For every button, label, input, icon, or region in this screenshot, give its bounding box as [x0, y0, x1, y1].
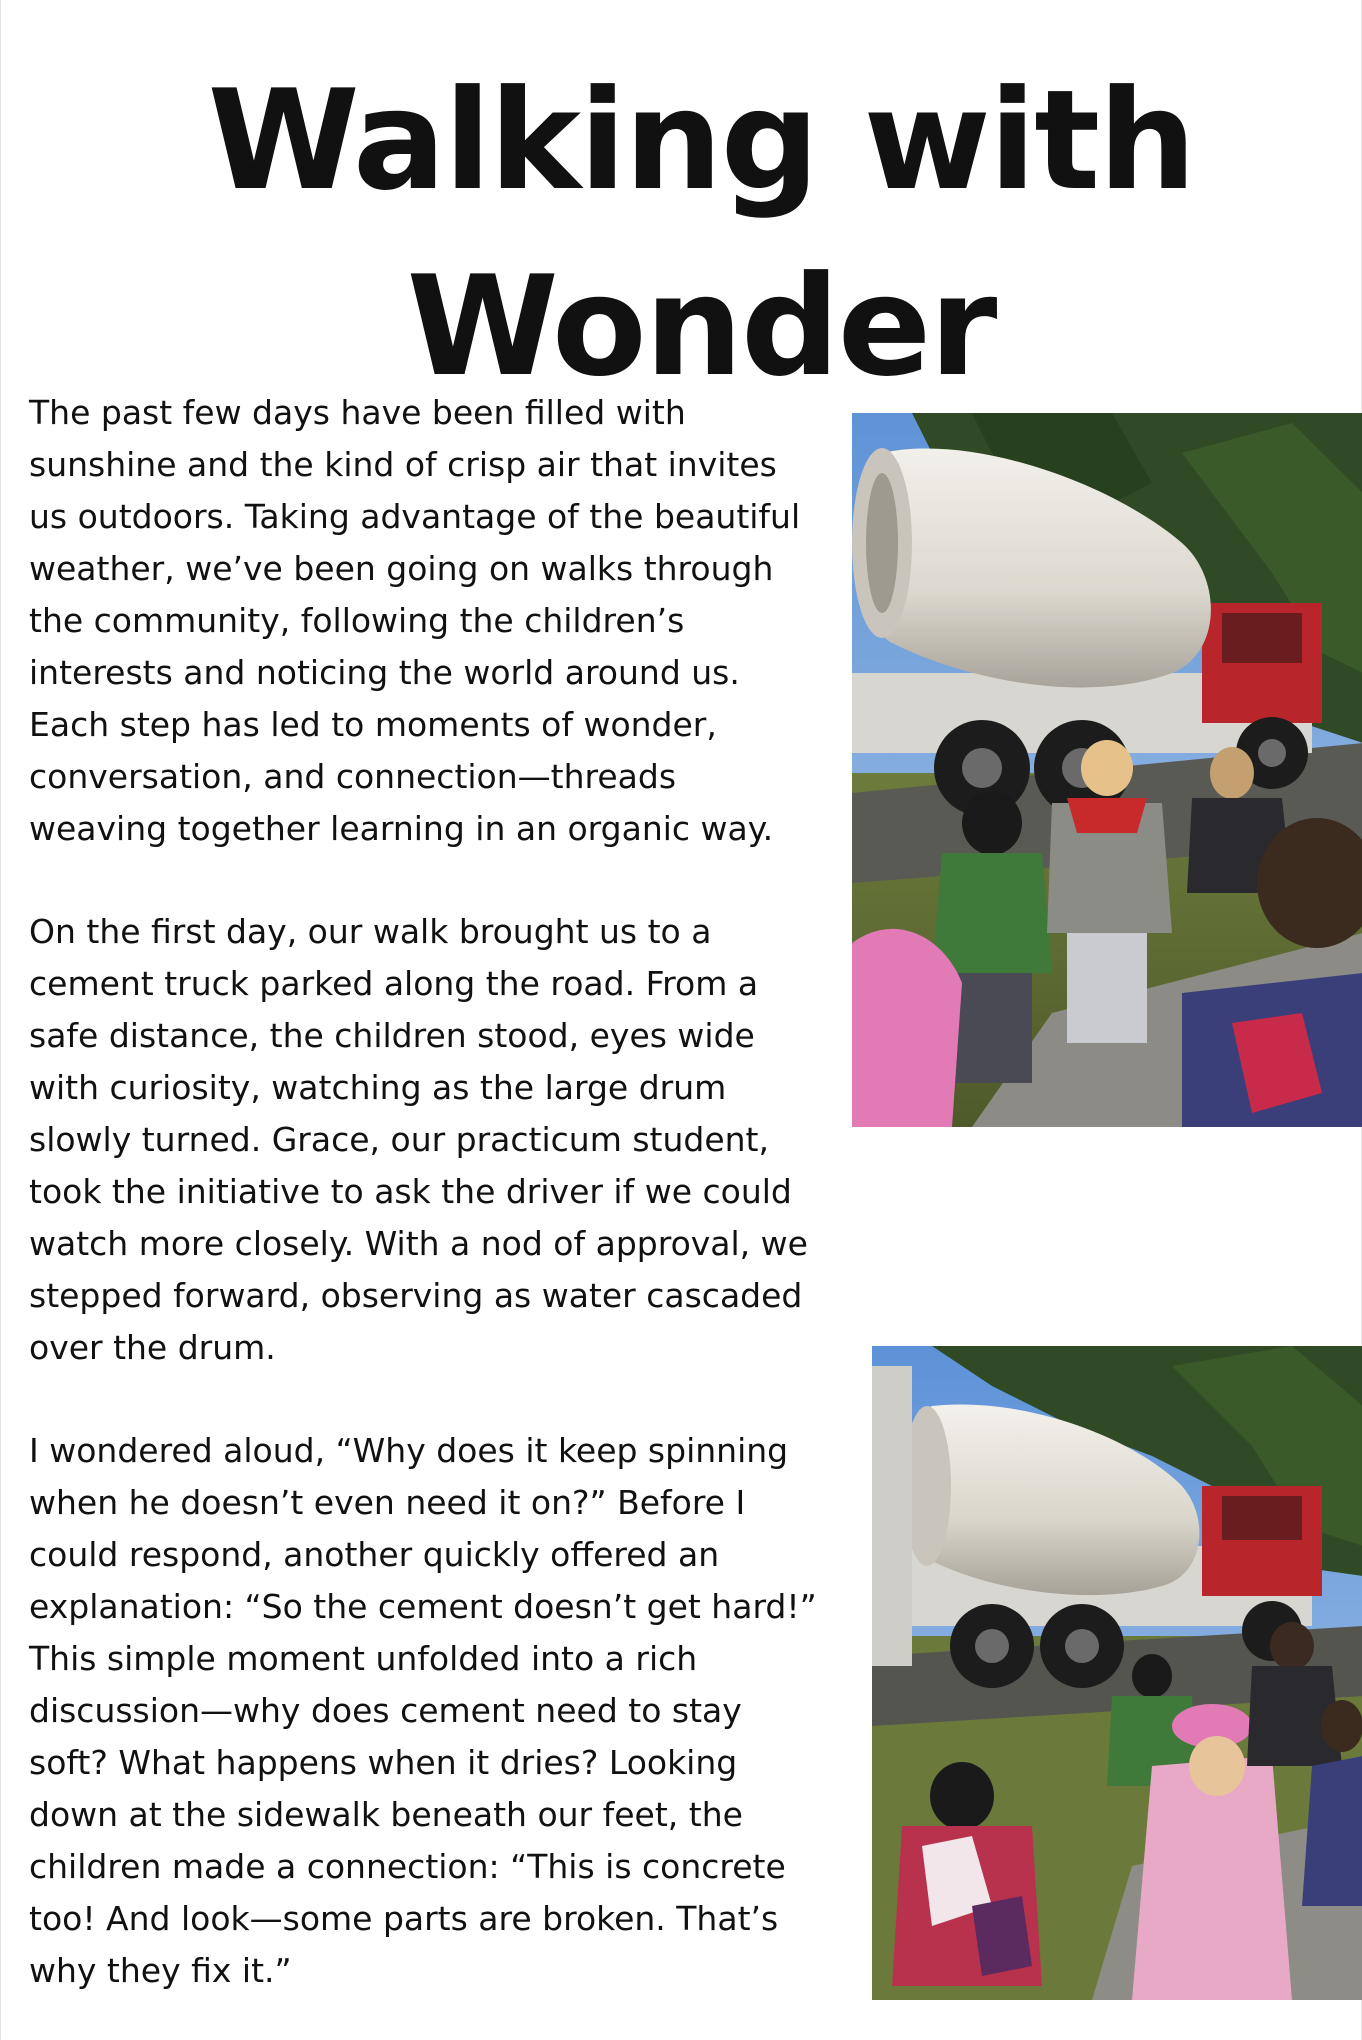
text-line: safe distance, the children stood, eyes wide — [29, 1016, 755, 1055]
text-line: weather, we’ve been going on walks through — [29, 549, 774, 588]
text-line: cement truck parked along the road. From a — [29, 964, 759, 1003]
text-line: interests and noticing the world around us. — [29, 653, 740, 692]
photo-cement-truck-children-1 — [852, 413, 1362, 1127]
text-line: weaving together learning in an organic way. — [29, 809, 774, 848]
text-line: children made a connection: “This is concrete — [29, 1847, 786, 1886]
text-line: conversation, and connection—threads — [29, 757, 677, 796]
photo-illustration — [872, 1346, 1362, 2000]
text-line: explanation: “So the cement doesn’t get hard!” — [29, 1587, 817, 1626]
text-line: Each step has led to moments of wonder, — [29, 705, 717, 744]
paragraph-intro — [29, 387, 800, 855]
text-line: discussion—why does cement need to stay — [29, 1691, 742, 1730]
text-line: I wondered aloud, “Why does it keep spinning — [29, 1431, 789, 1470]
text-line: why they fix it.” — [29, 1951, 292, 1990]
text-line: stepped forward, observing as water cascaded — [29, 1276, 803, 1315]
text-line: the community, following the children’s — [29, 601, 685, 640]
text-line: On the first day, our walk brought us to a — [29, 912, 712, 951]
paragraph-discussion — [29, 1425, 817, 1997]
page-title — [1, 48, 1362, 420]
text-line: watch more closely. With a nod of approval, we — [29, 1224, 808, 1263]
text-line: slowly turned. Grace, our practicum student, — [29, 1120, 769, 1159]
title-line-1: Walking with — [207, 60, 1195, 221]
text-line: over the drum. — [29, 1328, 276, 1367]
text-line: down at the sidewalk beneath our feet, the — [29, 1795, 743, 1834]
text-line: sunshine and the kind of crisp air that invites — [29, 445, 777, 484]
text-line: soft? What happens when it dries? Looking — [29, 1743, 738, 1782]
photo-illustration — [852, 413, 1362, 1127]
text-line: too! And look—some parts are broken. That’s — [29, 1899, 779, 1938]
text-line: us outdoors. Taking advantage of the beautiful — [29, 497, 801, 536]
text-line: This simple moment unfolded into a rich — [29, 1639, 698, 1678]
text-line: with curiosity, watching as the large drum — [29, 1068, 727, 1107]
photo-cement-truck-children-2 — [872, 1346, 1362, 2000]
paragraph-first-day — [29, 906, 808, 1374]
title-line-2: Wonder — [406, 246, 996, 407]
text-line: when he doesn’t even need it on?” Before I — [29, 1483, 746, 1522]
text-line: could respond, another quickly offered an — [29, 1535, 720, 1574]
text-line: The past few days have been filled with — [29, 393, 686, 432]
text-line: took the initiative to ask the driver if we could — [29, 1172, 792, 1211]
